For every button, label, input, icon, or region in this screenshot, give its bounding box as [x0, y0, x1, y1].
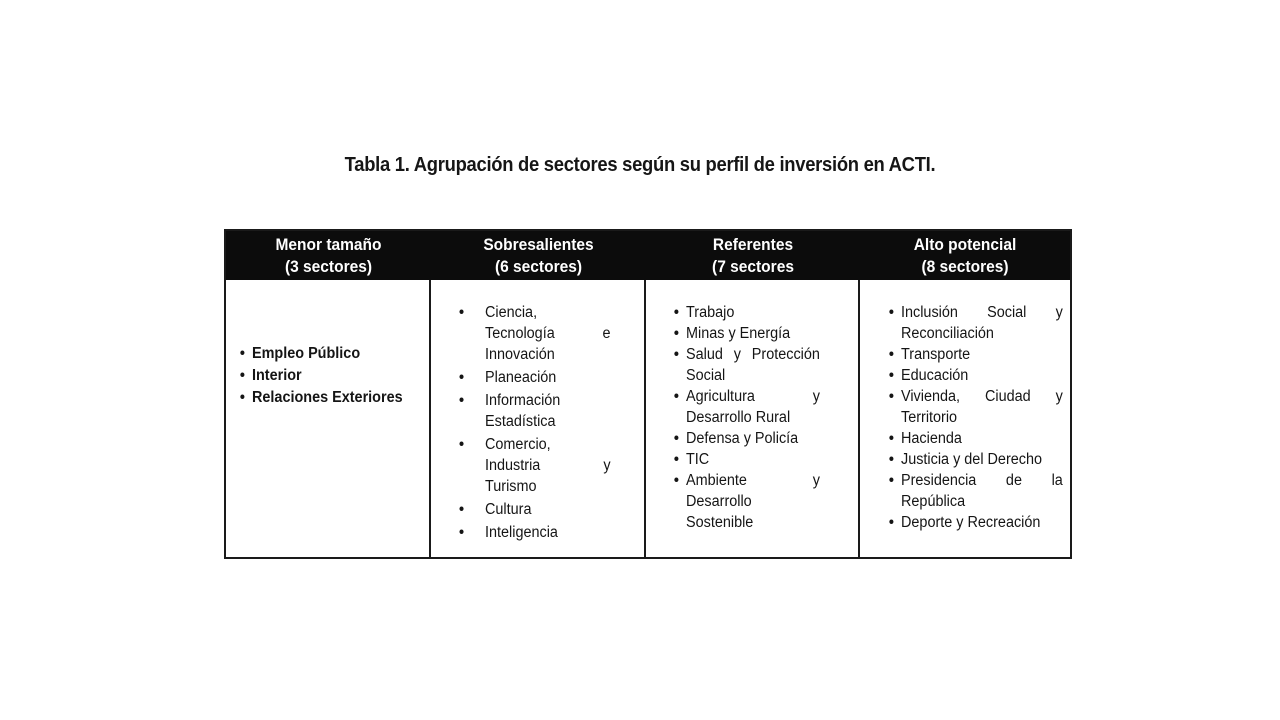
list-item — [686, 344, 820, 386]
list-item: • Relaciones Exteriores — [252, 387, 424, 409]
list-item-line: • Inclusión Social y — [901, 304, 1063, 321]
table-header-row — [226, 231, 1070, 280]
list-item — [485, 499, 611, 520]
list-item — [485, 302, 611, 365]
cell-menor-tamano — [226, 280, 431, 557]
sector-list — [901, 302, 1063, 533]
list-item-line: • Información — [485, 392, 561, 409]
list-item — [901, 512, 1063, 533]
list-item-line: Industria y — [485, 457, 611, 474]
list-item-line: Turismo — [485, 478, 537, 495]
list-item — [901, 428, 1063, 449]
header-title: Menor tamaño — [275, 236, 382, 254]
sectors-table — [224, 229, 1072, 559]
sector-list — [686, 302, 820, 533]
table-caption: Tabla 1. Agrupación de sectores según su perfil de inversión en ACTI. — [344, 154, 936, 176]
list-item-line: • Presidencia de la — [901, 472, 1063, 489]
list-item-line: • Vivienda, Ciudad y — [901, 388, 1063, 405]
sector-list — [485, 302, 611, 543]
list-item-line: • Agricultura y — [686, 388, 820, 405]
list-item-line: • Salud y Protección — [686, 346, 820, 363]
list-item — [686, 428, 820, 449]
list-item-line: • Trabajo — [686, 304, 735, 321]
list-item-line: • TIC — [686, 451, 710, 468]
list-item — [686, 302, 820, 323]
cell-sobresalientes — [431, 280, 646, 557]
list-item — [686, 386, 820, 428]
list-item-line: Innovación — [485, 346, 555, 363]
header-menor-tamano — [232, 231, 425, 280]
list-item-line: Reconciliación — [901, 325, 994, 342]
cell-alto-potencial — [860, 280, 1070, 557]
list-item-line: Territorio — [901, 409, 958, 426]
list-item — [901, 449, 1063, 470]
list-item — [901, 365, 1063, 386]
list-item-line: Sostenible — [686, 514, 754, 531]
header-alto-potencial — [866, 231, 1063, 280]
header-sobresalientes — [437, 231, 639, 280]
list-item-line: • Planeación — [485, 369, 557, 386]
list-item: • Empleo Público — [252, 343, 424, 365]
list-item-line: Social — [686, 367, 726, 384]
list-item — [686, 470, 820, 533]
list-item-line: Desarrollo Rural — [686, 409, 791, 426]
header-subtitle: (6 sectores) — [494, 258, 583, 276]
list-item-line: • Ambiente y — [686, 472, 820, 489]
list-item — [485, 367, 611, 388]
list-item-line: • Transporte — [901, 346, 971, 363]
list-item-line: • Cultura — [485, 501, 532, 518]
header-subtitle: (7 sectores — [712, 258, 794, 276]
list-item: • Interior — [252, 365, 424, 387]
list-item — [686, 323, 820, 344]
table-body-row — [226, 280, 1070, 557]
list-item-line: Estadística — [485, 413, 556, 430]
list-item-line: • Hacienda — [901, 430, 962, 447]
list-item-line: • Defensa y Policía — [686, 430, 799, 447]
list-item-line: • Justicia y del Derecho — [901, 451, 1043, 468]
list-item-line: República — [901, 493, 966, 510]
list-item — [901, 344, 1063, 365]
list-item — [485, 522, 611, 543]
list-item — [485, 434, 611, 497]
list-item-line: • Deporte y Recreación — [901, 514, 1041, 531]
header-referentes — [652, 231, 853, 280]
header-title: Sobresalientes — [483, 236, 594, 254]
list-item — [485, 390, 611, 432]
list-item-line: • Minas y Energía — [686, 325, 791, 342]
list-item-line: • Educación — [901, 367, 969, 384]
cell-referentes — [646, 280, 860, 557]
list-item — [901, 386, 1063, 428]
list-item-line: • Comercio, — [485, 436, 551, 453]
header-title: Referentes — [712, 236, 794, 254]
header-subtitle: (8 sectores) — [921, 258, 1009, 276]
list-item-line: Desarrollo — [686, 493, 752, 510]
list-item — [901, 470, 1063, 512]
header-subtitle: (3 sectores) — [284, 258, 373, 276]
list-item-line: • Ciencia, — [485, 304, 538, 321]
list-item — [686, 449, 820, 470]
header-title: Alto potencial — [913, 236, 1017, 254]
list-item-line: • Inteligencia — [485, 524, 558, 541]
list-item — [901, 302, 1063, 344]
list-item-line: Tecnología e — [485, 325, 611, 342]
sector-list — [252, 343, 424, 409]
